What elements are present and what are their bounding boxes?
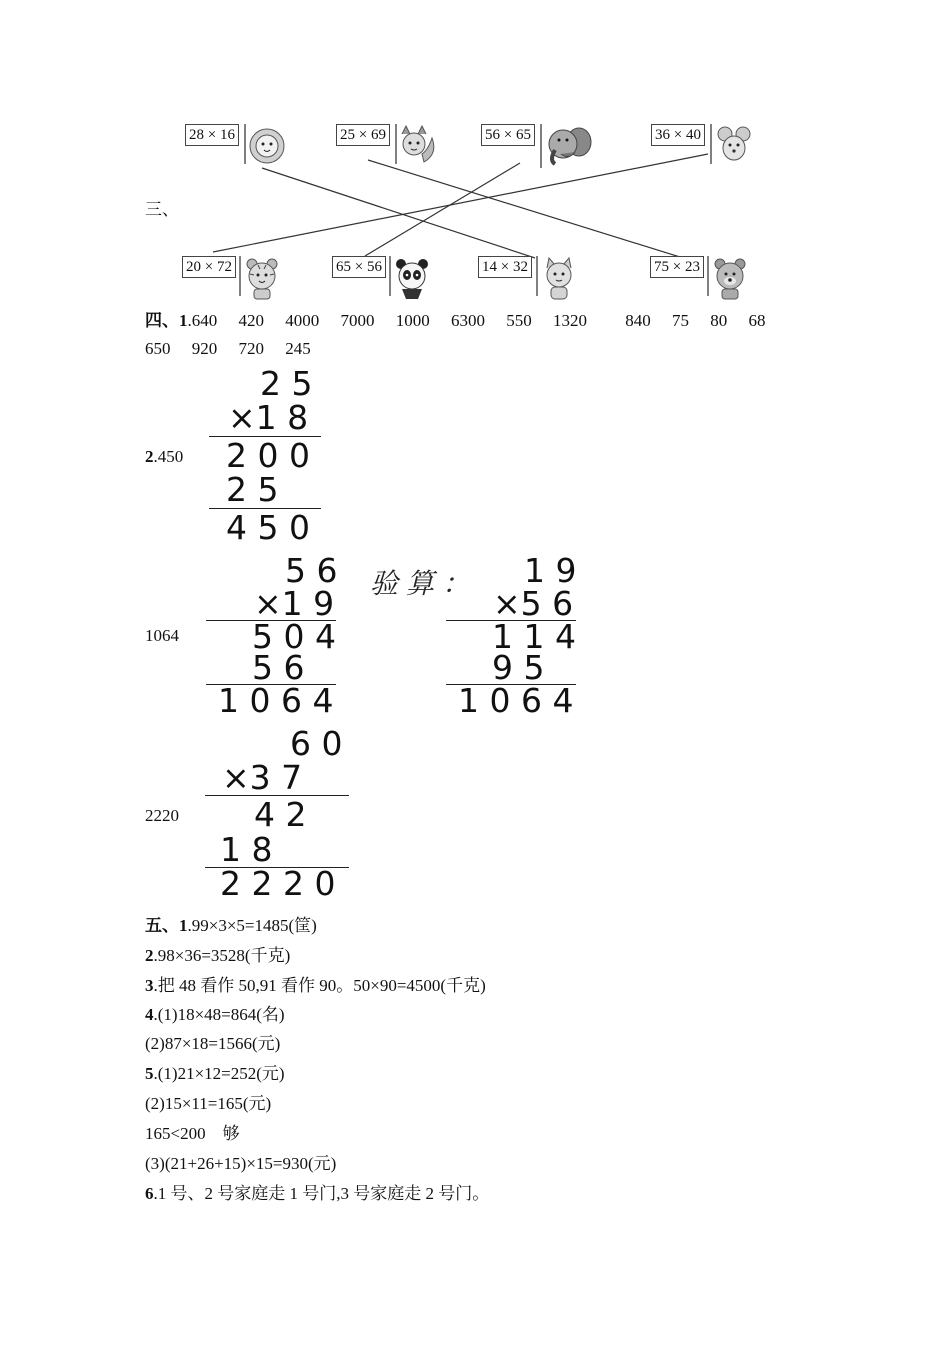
elephant-icon: [539, 124, 593, 168]
s5-line-6: [145, 1064, 285, 1084]
sign-bottom-3: 14 × 32: [478, 256, 532, 278]
cat-icon: [535, 256, 579, 300]
s5-text-7: (2)15×11=165(元): [145, 1094, 272, 1113]
calc2-row3: 5 0 4: [252, 617, 336, 656]
match-line-4: [213, 154, 708, 252]
s5-line-3: [145, 976, 486, 996]
s5-line-10: [145, 1184, 489, 1204]
check-label: 验算：: [370, 567, 479, 600]
s5-text-2: .98×36=3528(千克): [153, 946, 291, 965]
s5-text-10: .1 号、2 号家庭走 1 号门,3 号家庭走 2 号门。: [153, 1184, 490, 1203]
s5-line-1: [145, 916, 317, 936]
tiger-icon: [238, 256, 282, 300]
calc4-row1: 6 0: [290, 724, 343, 763]
s5-line-7: [145, 1094, 271, 1114]
q1-number: 1: [179, 311, 188, 330]
calc1-row4: 2 5: [226, 470, 279, 509]
mouse-icon: [709, 124, 753, 168]
s5-num-2: 2: [145, 946, 154, 965]
calc4-row4: 1 8: [220, 830, 273, 869]
s5-line-8: [145, 1124, 240, 1144]
sign-top-2: 25 × 69: [336, 124, 390, 146]
sign-top-4: 36 × 40: [651, 124, 705, 146]
section4-line1: [145, 311, 766, 331]
s5-num-4: 4: [145, 1005, 154, 1024]
bear-icon: [706, 256, 750, 300]
q1-answers-line1: .640 420 4000 7000 1000 6300 550 1320 840 75 80 68: [187, 311, 766, 330]
s5-num-1: 1: [179, 916, 188, 935]
answer-1064: 1064: [145, 626, 179, 645]
calc2-row4: 5 6: [252, 648, 305, 687]
q2-answer-450: [145, 447, 183, 467]
s5-text-1: .99×3×5=1485(筐): [187, 916, 317, 935]
s5-line-2: [145, 946, 290, 966]
s5-line-9: [145, 1154, 336, 1174]
section3-label: 三、: [145, 200, 179, 219]
s5-num-10: 6: [145, 1184, 154, 1203]
s5-line-5: [145, 1034, 280, 1054]
squirrel-icon: [394, 124, 438, 168]
s5-text-5: (2)87×18=1566(元): [145, 1034, 281, 1053]
panda-icon: [388, 256, 432, 300]
s5-num-3: 3: [145, 976, 154, 995]
matching-lines: [0, 0, 952, 320]
answer-2220: 2220: [145, 806, 179, 825]
q1-answers-line2: 650 920 720 245: [145, 339, 311, 358]
calc2-row2: ×1 9: [254, 584, 335, 623]
s5-text-3: .把 48 看作 50,91 看作 90。50×90=4500(千克): [153, 976, 486, 995]
calc3-row2: ×5 6: [493, 584, 574, 623]
calc1-row2: ×1 8: [228, 398, 309, 437]
lion-icon: [243, 124, 287, 168]
calc3-row4: 9 5: [492, 648, 545, 687]
section4-label: 四、: [145, 311, 179, 330]
match-line-1: [262, 168, 535, 258]
sign-bottom-2: 65 × 56: [332, 256, 386, 278]
sign-top-3: 56 × 65: [481, 124, 535, 146]
calc2-row5: 1 0 6 4: [218, 681, 334, 720]
sign-bottom-4: 75 × 23: [650, 256, 704, 278]
calc4-row2: ×3 7: [222, 758, 303, 797]
s5-text-4: .(1)18×48=864(名): [153, 1005, 285, 1024]
s5-text-6: .(1)21×12=252(元): [153, 1064, 285, 1083]
calc1-row5: 4 5 0: [226, 508, 310, 547]
calc2-row1: 5 6: [285, 551, 338, 590]
calc3-row1: 1 9: [524, 551, 577, 590]
calc4-row5: 2 2 2 0: [220, 864, 336, 903]
calc3-row3: 1 1 4: [492, 617, 576, 656]
q2-number: 2: [145, 447, 154, 466]
s5-text-8: 165<200 够: [145, 1124, 240, 1143]
calc1-row3: 2 0 0: [226, 436, 310, 475]
s5-line-4: [145, 1005, 285, 1025]
section5-label: 五、: [145, 916, 179, 935]
calc3-row5: 1 0 6 4: [458, 681, 574, 720]
sign-top-1: 28 × 16: [185, 124, 239, 146]
calc1-row1: 2 5: [260, 364, 313, 403]
calc4-row3: 4 2: [254, 795, 307, 834]
q2-answer-value: .450: [153, 447, 184, 466]
sign-bottom-1: 20 × 72: [182, 256, 236, 278]
s5-num-6: 5: [145, 1064, 154, 1083]
s5-text-9: (3)(21+26+15)×15=930(元): [145, 1154, 337, 1173]
match-line-2: [368, 160, 680, 257]
